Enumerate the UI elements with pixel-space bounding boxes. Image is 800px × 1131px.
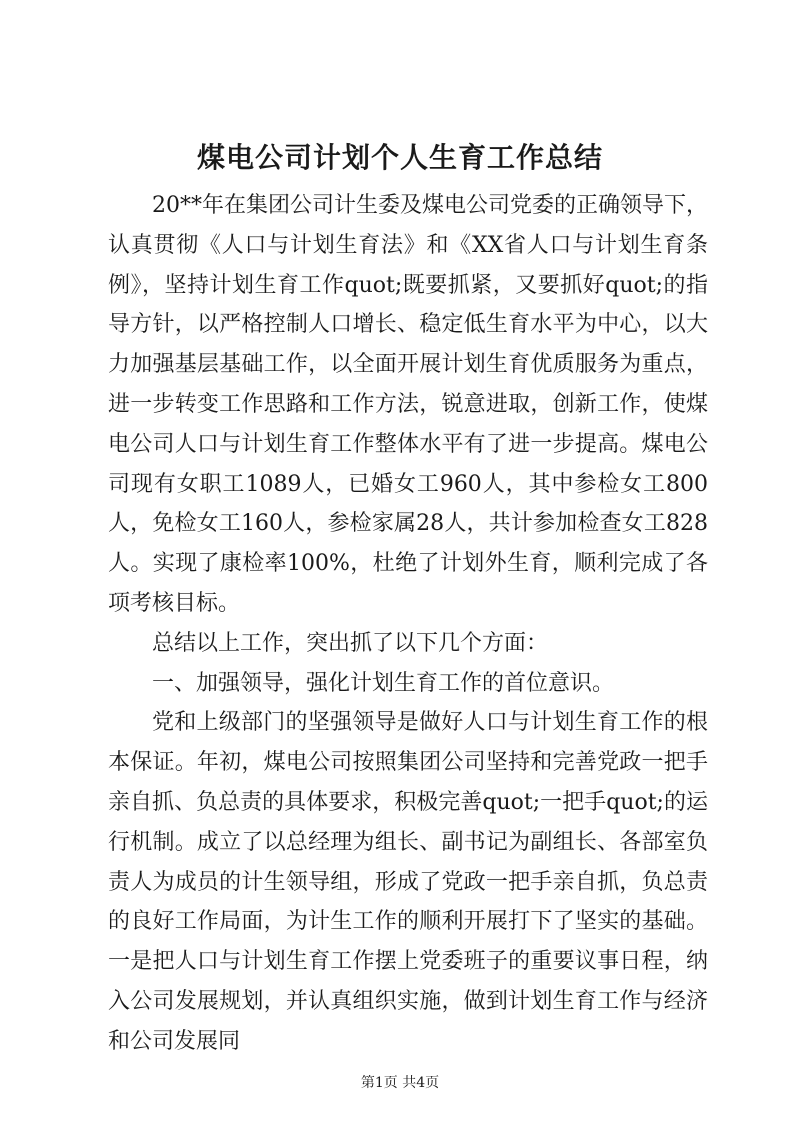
paragraph-leadership: 党和上级部门的坚强领导是做好人口与计划生育工作的根本保证。年初，煤电公司按照集团公司坚持和完善党政一把手亲自抓、负总责的具体要求，积极完善quot;一把手quot;的运行机制。成立了以总经理为组长、副书记为副组长、各部室负责人为成员的计生领导组，形成了党政一把手亲自抓，负总责的良好工作局面，为计生工作的顺利开展打下了坚实的基础。一是把人口与计划生育工作摆上党委班子的重要议事日程，纳入公司发展规划，并认真组织实施，做到计划生育工作与经济和公司发展同 xyxy=(108,710,708,1054)
paragraph-intro: 20**年在集团公司计生委及煤电公司党委的正确领导下，认真贯彻《人口与计划生育法》和《XX省人口与计划生育条例》，坚持计划生育工作quot;既要抓紧，又要抓好quot;的指导方针，以严格控制人口增长、稳定低生育水平为中心，以大力加强基层基础工作，以全面开展计划生育优质服务为重点，进一步转变工作思路和工作方法，锐意进取，创新工作，使煤电公司人口与计划生育工作整体水平有了进一步提高。煤电公司现有女职工1089人，已婚女工960人，其中参检女工800人，免检女工160人，参检家属28人，共计参加检查女工828人。实现了康检率100%，杜绝了计划外生育，顺利完成了各项考核目标。 xyxy=(108,193,708,616)
document-body xyxy=(108,186,708,1062)
section-heading-1: 一、加强领导，强化计划生育工作的首位意识。 xyxy=(152,670,615,696)
document-title: 煤电公司计划个人生育工作总结 xyxy=(196,141,603,174)
page-number-footer: 第1页 共4页 xyxy=(360,1075,440,1091)
paragraph-summary-lead: 总结以上工作，突出抓了以下几个方面： xyxy=(152,630,549,656)
